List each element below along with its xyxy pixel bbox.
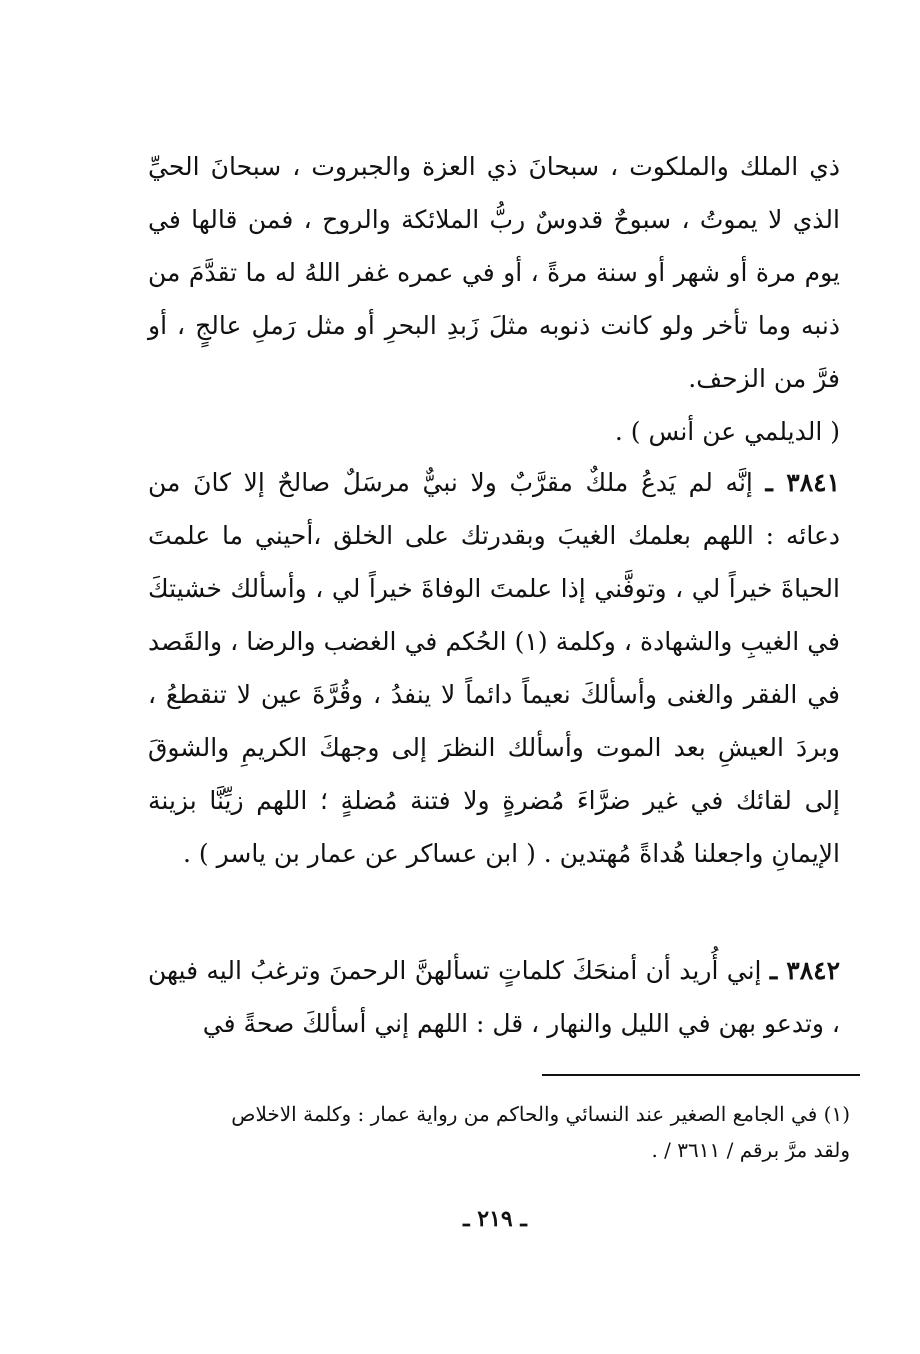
hadith-source: ( الديلمي عن أنس ) .	[614, 417, 840, 446]
hadith-3842	[148, 944, 840, 1050]
hadith-source: ( ابن عساكر عن عمار بن ياسر ) .	[183, 839, 536, 868]
paragraph-continued	[148, 140, 840, 458]
footnote-divider	[542, 1074, 860, 1076]
hadith-number: ٣٨٤١ ـ	[765, 468, 840, 497]
footnote-line: ولقد مرَّ برقم / ٣٦١١ / .	[651, 1138, 850, 1162]
hadith-number: ٣٨٤٢ ـ	[769, 956, 841, 985]
footnote-line: (١) في الجامع الصغير عند النسائي والحاكم من رواية عمار : وكلمة الاخلاص	[231, 1102, 850, 1126]
hadith-3841	[148, 456, 840, 880]
paragraph-text: ذي الملك والملكوت ، سبحانَ ذي العزة والجبروت ، سبحانَ الحيِّ الذي لا يموتُ ، سبوحٌ قدوسٌ ربُّ الملائكة والروح ، فمن قالها في يوم مرة أو شهر أو سنة مرةً ، أو في عمره غفر اللهُ له ما تقدَّمَ من ذنبه وما تأخر ولو كانت ذنوبه مثلَ زَبدِ البحرِ أو مثل رَملِ عالجٍ ، أو فرَّ من الزحف.	[148, 152, 840, 393]
footnote	[160, 1096, 850, 1168]
hadith-text: إني أُريد أن أمنحَكَ كلماتٍ تسألهنَّ الرحمنَ وترغبُ اليه فيهن ، وتدعو بهن في الليل والنهار ، قل : اللهم إني أسألكَ صحةً في	[148, 956, 840, 1038]
hadith-text: إنَّه لم يَدعُ ملكٌ مقرَّبٌ ولا نبيٌّ مرسَلٌ صالحٌ إلا كانَ من دعائه : اللهم بعلمك الغيبَ وبقدرتك على الخلق ،أحيني ما علمتَ الحياةَ خيراً لي ، وتوفَّني إذا علمتَ الوفاةَ خيراً لي ، وأسألك خشيتكَ في الغيبِ والشهادة ، وكلمة (١) الحُكم في الغضب والرضا ، والقَصد في الفقر والغنى وأسألكَ نعيماً دائماً لا ينفدُ ، وقُرَّةَ عين لا تنقطعُ ، وبردَ العيشِ بعد الموت وأسألك النظرَ إلى وجهكَ الكريمِ والشوقَ إلى لقائك في غير ضرَّاءَ مُضرةٍ ولا فتنة مُضلةٍ ؛ اللهم زيِّنَّا بزينة الإيمانِ واجعلنا هُداةً مُهتدين .	[148, 468, 840, 868]
page-number: ـ ٢١٩ ـ	[463, 1206, 527, 1232]
